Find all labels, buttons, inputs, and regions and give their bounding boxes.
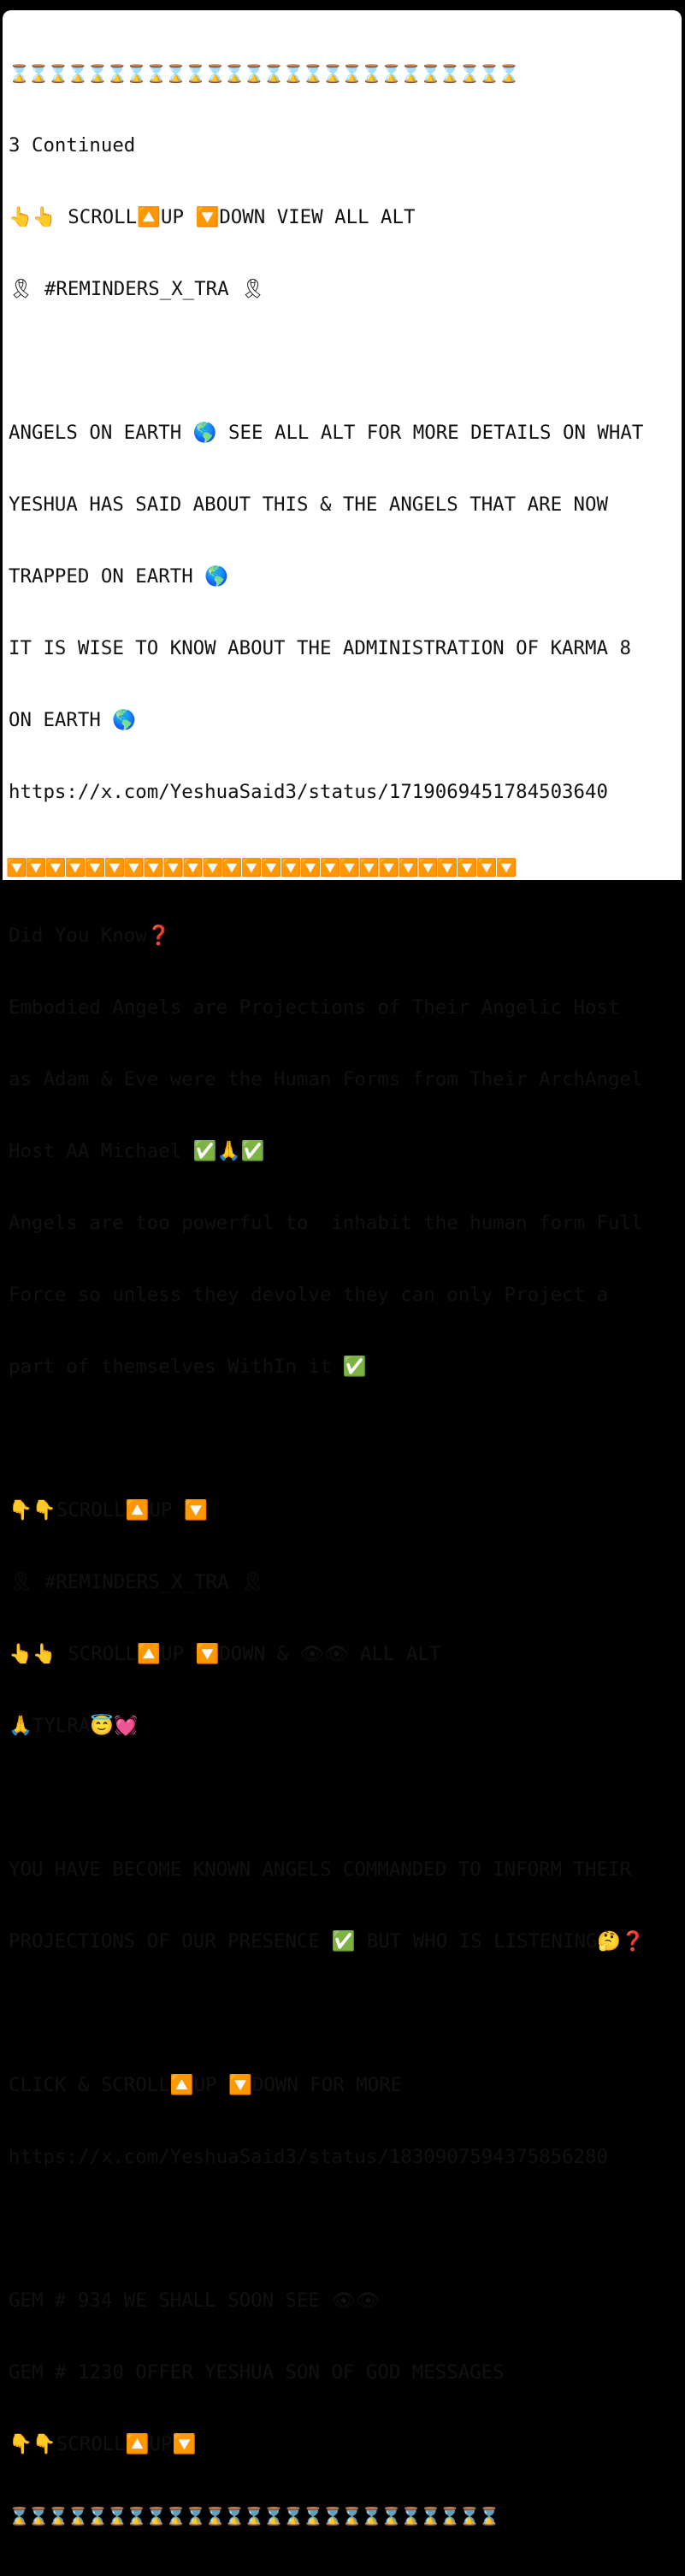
post-line: YESHUA HAS SAID ABOUT THIS & THE ANGELS THAT ARE NOW bbox=[9, 493, 608, 516]
post-line bbox=[9, 2217, 679, 2241]
post-line: IT IS WISE TO KNOW ABOUT THE ADMINISTRATION OF KARMA 8 bbox=[9, 637, 631, 659]
post-line: GEM # 1230 OFFER YESHUA SON OF GOD MESSAGES bbox=[9, 2361, 505, 2384]
post-card bbox=[3, 10, 682, 2526]
hourglass-border-top: ⌛⌛⌛⌛⌛⌛⌛⌛⌛⌛⌛⌛⌛⌛⌛⌛⌛⌛⌛⌛⌛⌛⌛⌛⌛⌛ bbox=[9, 63, 518, 84]
post-line bbox=[9, 2001, 679, 2025]
post-line bbox=[9, 349, 679, 373]
post-line: Angels are too powerful to inhabit the human form Full bbox=[9, 1212, 643, 1234]
post-line: ON EARTH 🌎 bbox=[9, 709, 137, 731]
post-line: ANGELS ON EARTH 🌎 SEE ALL ALT FOR MORE DETAILS ON WHAT bbox=[9, 422, 644, 444]
post-line: 🙏TYLRA😇💓 bbox=[9, 1715, 139, 1737]
post-line: YOU HAVE BECOME KNOWN ANGELS COMMANDED TO INFORM THEIR bbox=[9, 1858, 631, 1881]
post-line bbox=[9, 1786, 679, 1810]
post-line: Force so unless they devolve they can only Project a bbox=[9, 1284, 608, 1306]
post-line: 🎗 #REMINDERS_X_TRA 🎗 bbox=[9, 278, 265, 300]
hourglass-border-bottom: ⌛⌛⌛⌛⌛⌛⌛⌛⌛⌛⌛⌛⌛⌛⌛⌛⌛⌛⌛⌛⌛⌛⌛⌛⌛ bbox=[9, 2506, 499, 2526]
post-line: GEM # 934 WE SHALL SOON SEE 👁👁 bbox=[9, 2289, 381, 2312]
post-line: 🎗 #REMINDERS_X_TRA 🎗 bbox=[9, 1571, 265, 1593]
post-line: Embodied Angels are Projections of Their Angelic Host bbox=[9, 996, 620, 1019]
post-line: 👇👇SCROLL🔼UP🔽 bbox=[9, 2433, 197, 2455]
post-line: PROJECTIONS OF OUR PRESENCE ✅ BUT WHO IS LISTENING🤔❓ bbox=[9, 1930, 646, 1953]
post-link[interactable]: https://x.com/YeshuaSaid3/status/1830907594375856280 bbox=[9, 2146, 608, 2168]
post-line: 3 Continued bbox=[9, 134, 136, 157]
post-line: part of themselves WithIn it ✅ bbox=[9, 1356, 367, 1378]
post-line: 👆👆 SCROLL🔼UP 🔽DOWN VIEW ALL ALT bbox=[9, 206, 416, 228]
post-line: CLICK & SCROLL🔼UP 🔽DOWN FOR MORE bbox=[9, 2074, 403, 2096]
down-arrow-border: 🔽🔽🔽🔽🔽🔽🔽🔽🔽🔽🔽🔽🔽🔽🔽🔽🔽🔽🔽🔽🔽🔽🔽🔽🔽🔽 bbox=[6, 857, 516, 877]
post-line: TRAPPED ON EARTH 🌎 bbox=[9, 565, 229, 588]
post-line: as Adam & Eve were the Human Forms from Their ArchAngel bbox=[9, 1068, 643, 1090]
post-link[interactable]: https://x.com/YeshuaSaid3/status/1719069451784503640 bbox=[9, 781, 608, 803]
post-line: 👇👇SCROLL🔼UP 🔽 bbox=[9, 1499, 208, 1521]
post-text bbox=[9, 14, 679, 2576]
post-line: Host AA Michael ✅🙏✅ bbox=[9, 1140, 265, 1162]
post-line: Did You Know❓ bbox=[9, 925, 171, 947]
post-line: 👆👆 SCROLL🔼UP 🔽DOWN & 👁👁 ALL ALT bbox=[9, 1643, 441, 1665]
post-line bbox=[9, 1427, 679, 1450]
